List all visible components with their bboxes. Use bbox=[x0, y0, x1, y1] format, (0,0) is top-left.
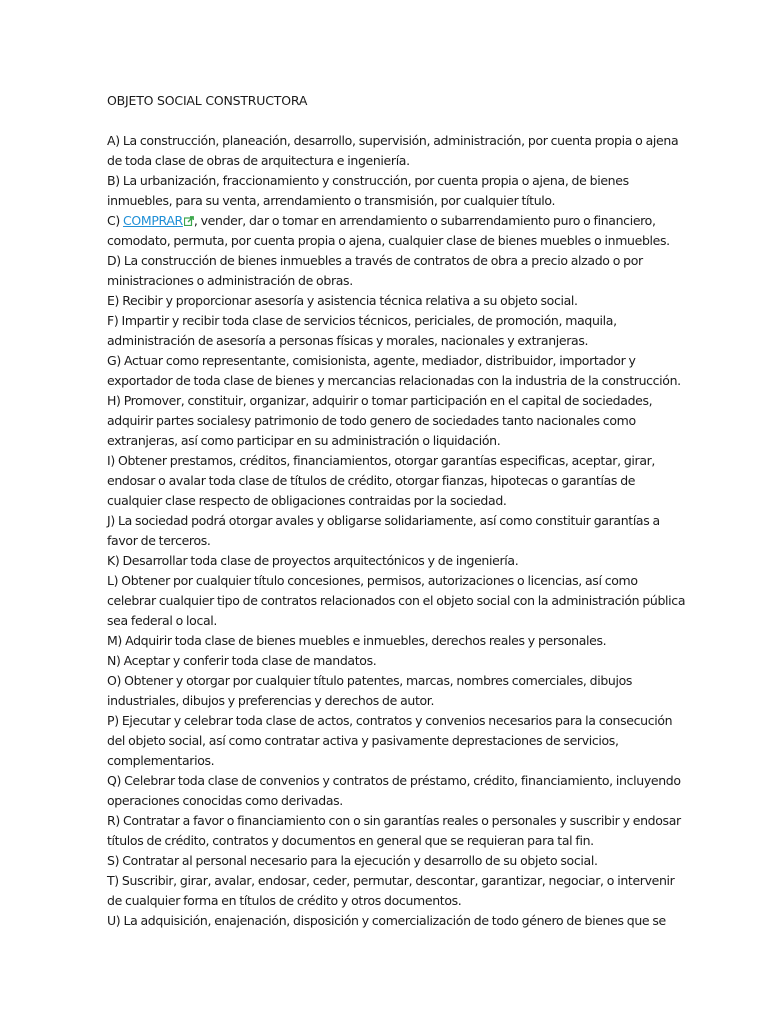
text-line: celebrar cualquier tipo de contratos relacionados con el objeto social con la administración pública bbox=[107, 593, 686, 608]
text-line: operaciones conocidas como derivadas. bbox=[107, 793, 343, 808]
text-line: H) Promover, constituir, organizar, adquirir o tomar participación en el capital de sociedades, bbox=[107, 393, 653, 408]
text-line-with-link bbox=[107, 211, 667, 231]
line-prefix: C) bbox=[107, 213, 124, 228]
text-line: ministraciones o administración de obras. bbox=[107, 273, 353, 288]
text-line: sea federal o local. bbox=[107, 613, 218, 628]
text-line: Q) Celebrar toda clase de convenios y contratos de préstamo, crédito, financiamiento, incluyendo bbox=[107, 773, 681, 788]
text-line: extranjeras, así como participar en su administración o liquidación. bbox=[107, 433, 501, 448]
text-line: complementarios. bbox=[107, 753, 215, 768]
text-line: J) La sociedad podrá otorgar avales y obligarse solidariamente, así como constituir garantías a bbox=[107, 513, 660, 528]
text-line: endosar o avalar toda clase de títulos de crédito, otorgar fianzas, hipotecas o garantías de bbox=[107, 473, 636, 488]
text-line: F) Impartir y recibir toda clase de servicios técnicos, periciales, de promoción, maquila, bbox=[107, 313, 617, 328]
text-line: N) Aceptar y conferir toda clase de mandatos. bbox=[107, 653, 377, 668]
text-line: M) Adquirir toda clase de bienes muebles e inmuebles, derechos reales y personales. bbox=[107, 633, 607, 648]
document-title: OBJETO SOCIAL CONSTRUCTORA bbox=[107, 93, 308, 108]
text-line: R) Contratar a favor o financiamiento con o sin garantías reales o personales y suscribir y endosar bbox=[107, 813, 681, 828]
text-line: K) Desarrollar toda clase de proyectos arquitectónicos y de ingeniería. bbox=[107, 553, 519, 568]
text-line: títulos de crédito, contratos y documentos en general que se requieran para tal fin. bbox=[107, 833, 594, 848]
text-line: favor de terceros. bbox=[107, 533, 211, 548]
document-body bbox=[107, 131, 686, 931]
external-link-icon[interactable] bbox=[184, 216, 194, 226]
text-line: G) Actuar como representante, comisionista, agente, mediador, distribuidor, importador y bbox=[107, 353, 636, 368]
text-line: exportador de toda clase de bienes y mercancias relacionadas con la industria de la construcción. bbox=[107, 373, 681, 388]
text-line: E) Recibir y proporcionar asesoría y asistencia técnica relativa a su objeto social. bbox=[107, 293, 578, 308]
text-line: S) Contratar al personal necesario para la ejecución y desarrollo de su objeto social. bbox=[107, 853, 598, 868]
line-suffix: , vender, dar o tomar en arrendamiento o subarrendamiento puro o financiero, bbox=[193, 213, 656, 228]
text-line: del objeto social, así como contratar activa y pasivamente depresta​ciones de servicios, bbox=[107, 733, 619, 748]
text-line: administración de asesoría a personas físicas y morales, nacionales y extranjeras. bbox=[107, 333, 589, 348]
text-line: de cualquier forma en títulos de crédito y otros documentos. bbox=[107, 893, 462, 908]
text-line: comodato, permuta, por cuenta propia o ajena, cualquier clase de bienes muebles o inmuebles. bbox=[107, 233, 670, 248]
text-line: B) La urbanización, fraccionamiento y construcción, por cuenta propia o ajena, de bienes bbox=[107, 173, 629, 188]
text-line: cualquier clase respecto de obligaciones contraidas por la sociedad. bbox=[107, 493, 507, 508]
text-line: de toda clase de obras de arquitectura e ingeniería. bbox=[107, 153, 410, 168]
text-line: D) La construcción de bienes inmuebles a través de contratos de obra a precio alzado o por bbox=[107, 253, 643, 268]
text-line: L) Obtener por cualquier título concesiones, permisos, autorizaciones o licencias, así como bbox=[107, 573, 638, 588]
comprar-link[interactable]: COMPRAR bbox=[123, 213, 183, 228]
text-line: industriales, dibujos y preferencias y derechos de autor. bbox=[107, 693, 435, 708]
text-line: O) Obtener y otorgar por cualquier título patentes, marcas, nombres comerciales, dibujos bbox=[107, 673, 633, 688]
text-line: P) Ejecutar y celebrar toda clase de actos, contratos y convenios necesarios para la consecución bbox=[107, 713, 673, 728]
text-line: U) La adquisición, enajenación, disposición y comercialización de todo género de bienes que se bbox=[107, 913, 666, 928]
text-line: A) La construcción, planeación, desarrollo, supervisión, administración, por cuenta propia o ajena bbox=[107, 133, 679, 148]
text-line: inmuebles, para su venta, arrendamiento o transmisión, por cualquier título. bbox=[107, 193, 556, 208]
text-line: T) Suscribir, girar, avalar, endosar, ceder, permutar, descontar, garantizar, negociar, o intervenir bbox=[107, 873, 675, 888]
text-line: I) Obtener prestamos, créditos, financiamientos, otorgar garantías especificas, aceptar, girar, bbox=[107, 453, 656, 468]
text-line: adquirir partes socialesy patrimonio de todo genero de sociedades tanto nacionales como bbox=[107, 413, 636, 428]
